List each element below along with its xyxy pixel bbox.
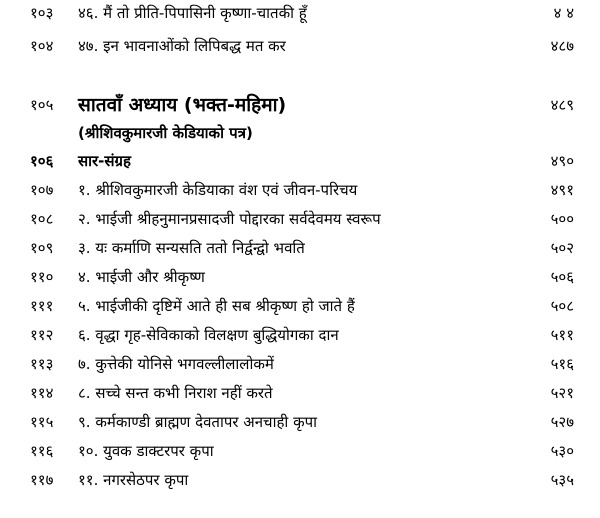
entry-number: ११३ <box>30 355 54 373</box>
toc-row <box>0 206 600 232</box>
entry-page: ४९० <box>550 152 574 170</box>
entry-page: ५१६ <box>550 355 574 373</box>
entry-page: ५०२ <box>550 239 574 257</box>
toc-row <box>0 380 600 406</box>
entry-page: ५०० <box>550 210 574 228</box>
toc-row <box>0 409 600 435</box>
entry-number: १०७ <box>30 181 54 199</box>
entry-page: ५३० <box>550 442 574 460</box>
entry-page: ५११ <box>550 326 574 344</box>
entry-page: ५२७ <box>550 413 574 431</box>
entry-page: ५३५ <box>550 471 574 489</box>
toc-row <box>0 235 600 261</box>
entry-page: ५०६ <box>550 268 574 286</box>
entry-title: ११. नगरसेठपर कृपा <box>78 471 189 489</box>
entry-number: १०३ <box>30 4 54 22</box>
entry-page: ५०८ <box>550 297 574 315</box>
entry-title: ४. भाईजी और श्रीकृष्ण <box>78 268 205 286</box>
entry-number: १०४ <box>30 37 54 55</box>
entry-title: ६. वृद्धा गृह-सेविकाको विलक्षण बुद्धियोगका दान <box>78 326 339 344</box>
chapter-subtitle-row <box>0 120 600 146</box>
entry-number: ११२ <box>30 326 54 344</box>
entry-title: ९. कर्मकाण्डी ब्राह्मण देवतापर अनचाही कृपा <box>78 413 318 431</box>
toc-row <box>0 322 600 348</box>
entry-page: ४८९ <box>550 96 574 114</box>
entry-title: १०. युवक डाक्टरपर कृपा <box>78 442 214 460</box>
entry-number: ११४ <box>30 384 54 402</box>
entry-title: सार-संग्रह <box>78 152 131 170</box>
toc-row <box>0 0 600 26</box>
entry-title: २. भाईजी श्रीहनुमानप्रसादजी पोद्दारका सर्वदेवमय स्वरूप <box>78 210 381 228</box>
toc-row <box>0 467 600 493</box>
entry-number: ११५ <box>30 413 54 431</box>
entry-number: १०९ <box>30 239 54 257</box>
chapter-heading-row <box>0 90 600 120</box>
entry-number: १११ <box>30 297 54 315</box>
entry-number: १०६ <box>30 152 54 170</box>
toc-row <box>0 177 600 203</box>
entry-number: ११० <box>30 268 54 286</box>
toc-row <box>0 351 600 377</box>
entry-page: ५२१ <box>550 384 574 402</box>
entry-page: ४९१ <box>550 181 574 199</box>
entry-title: ८. सच्चे सन्त कभी निराश नहीं करते <box>78 384 273 402</box>
entry-page: ४ ४ <box>553 4 574 22</box>
toc-row <box>0 148 600 174</box>
entry-title: ४६. मैं तो प्रीति-पिपासिनी कृष्णा-चातकी हूँ <box>78 4 307 22</box>
chapter-title: सातवाँ अध्याय (भक्त-महिमा) <box>78 94 287 116</box>
entry-title: १. श्रीशिवकुमारजी केडियाका वंश एवं जीवन-परिचय <box>78 181 358 199</box>
entry-number: ११७ <box>30 471 54 489</box>
toc-row <box>0 293 600 319</box>
entry-title: ५. भाईजीकी दृष्टिमें आते ही सब श्रीकृष्ण हो जाते हैं <box>78 297 355 315</box>
entry-number: १०८ <box>30 210 54 228</box>
toc-row <box>0 264 600 290</box>
entry-title: ४७. इन भावनाओंको लिपिबद्ध मत कर <box>78 37 286 55</box>
entry-title: ७. कुत्तेकी योनिसे भगवल्लीलालोकमें <box>78 355 274 373</box>
toc-row <box>0 438 600 464</box>
chapter-subtitle: (श्रीशिवकुमारजी केडियाको पत्र) <box>78 124 253 142</box>
entry-page: ४८७ <box>550 37 574 55</box>
entry-number: १०५ <box>30 96 54 114</box>
entry-title: ३. यः कर्माणि सन्यसति ततो निर्द्वन्द्वो भवति <box>78 239 305 257</box>
toc-row <box>0 33 600 59</box>
entry-number: ११६ <box>30 442 54 460</box>
